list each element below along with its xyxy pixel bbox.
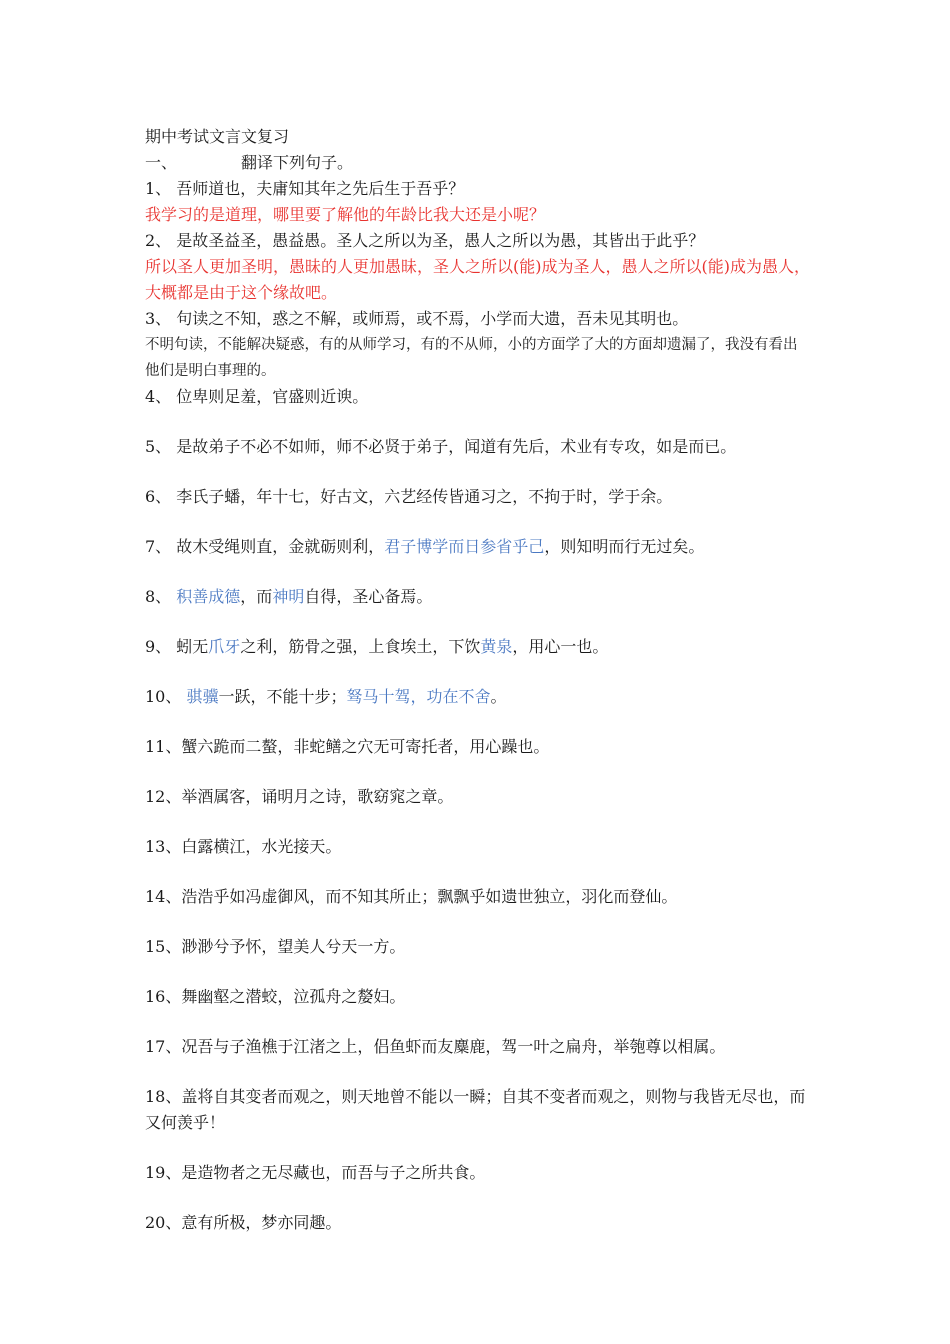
question-text (176, 637, 608, 656)
question-text: 举酒属客，诵明月之诗，歌窈窕之章。 (181, 787, 454, 806)
question-text: 浩浩乎如冯虚御风，而不知其所止；飘飘乎如遗世独立，羽化而登仙。 (181, 887, 678, 906)
question-number: 12、 (145, 787, 182, 806)
question-number: 4、 (145, 387, 172, 406)
question-text: 蟹六跪而二螯，非蛇鳝之穴无可寄托者，用心躁也。 (181, 737, 550, 756)
question-15 (145, 934, 815, 960)
question-number: 14、 (145, 887, 182, 906)
question-number: 18、 (145, 1087, 182, 1106)
answer-1: 我学习的是道理，哪里要了解他的年龄比我大还是小呢？ (145, 205, 546, 224)
question-number: 11、 (145, 737, 182, 756)
question-5 (145, 434, 815, 460)
section-label: 翻译下列句子。 (241, 153, 354, 172)
question-6 (145, 484, 815, 510)
text-segment: 之利，筋骨之强，上食埃土，下饮 (240, 637, 481, 656)
section-number: 一、 (145, 153, 178, 172)
question-text: 是故弟子不必不如师，师不必贤于弟子，闻道有先后，术业有专攻，如是而已。 (176, 437, 737, 456)
question-17 (145, 1034, 815, 1060)
highlighted-phrase: 骐骥 (186, 687, 219, 706)
question-16 (145, 984, 815, 1010)
highlighted-phrase: 黄泉 (480, 637, 513, 656)
text-segment: 故木受绳则直，金就砺则利， (176, 537, 385, 556)
question-number: 3、 (145, 309, 172, 328)
question-number: 8、 (145, 587, 172, 606)
document-body (145, 124, 815, 1236)
question-text (186, 687, 506, 706)
question-number: 9、 (145, 637, 172, 656)
text-segment: 自得，圣心备焉。 (304, 587, 433, 606)
text-segment: 一跃，不能十步； (218, 687, 347, 706)
question-20 (145, 1210, 815, 1236)
question-14 (145, 884, 815, 910)
text-segment: 。 (490, 687, 507, 706)
question-number: 16、 (145, 987, 182, 1006)
highlighted-phrase: 积善成德 (176, 587, 241, 606)
question-number: 10、 (145, 687, 182, 706)
doc-title: 期中考试文言文复习 (145, 127, 290, 146)
question-10 (145, 684, 815, 710)
answer-3: 不明句读，不能解决疑惑，有的从师学习，有的不从师，小的方面学了大的方面却遗漏了，我没有看出他们是明白事理的。 (145, 337, 798, 379)
highlighted-phrase: 功在不舍 (426, 687, 491, 706)
question-text: 渺渺兮予怀，望美人兮天一方。 (181, 937, 406, 956)
question-number: 13、 (145, 837, 182, 856)
text-segment: ，而 (240, 587, 273, 606)
question-text: 意有所极，梦亦同趣。 (181, 1213, 342, 1232)
section-heading (145, 150, 815, 176)
text-segment: 蚓无 (176, 637, 209, 656)
question-number: 15、 (145, 937, 182, 956)
question-7 (145, 534, 815, 560)
question-text: 况吾与子渔樵于江渚之上，侣鱼虾而友麋鹿，驾一叶之扁舟，举匏尊以相属。 (181, 1037, 726, 1056)
question-text: 吾师道也，夫庸知其年之先后生于吾乎？ (176, 179, 465, 198)
question-text: 位卑则足羞，官盛则近谀。 (176, 387, 369, 406)
text-segment: ，则知明而行无过矣。 (544, 537, 705, 556)
question-number: 17、 (145, 1037, 182, 1056)
question-number: 5、 (145, 437, 172, 456)
question-text: 是造物者之无尽藏也，而吾与子之所共食。 (181, 1163, 486, 1182)
highlighted-phrase: 爪牙 (208, 637, 241, 656)
question-text (176, 587, 432, 606)
text-segment: ，用心一也。 (512, 637, 609, 656)
question-number: 2、 (145, 231, 172, 250)
question-1 (145, 176, 815, 202)
question-11 (145, 734, 815, 760)
highlighted-phrase: 神明 (272, 587, 305, 606)
question-3 (145, 306, 815, 332)
question-4 (145, 384, 815, 410)
question-text: 舞幽壑之潜蛟，泣孤舟之嫠妇。 (181, 987, 406, 1006)
highlighted-phrase: 驽马十驾 (346, 687, 411, 706)
question-number: 1、 (145, 179, 172, 198)
question-text: 盖将自其变者而观之，则天地曾不能以一瞬；自其不变者而观之，则物与我皆无尽也，而又何羡乎！ (145, 1087, 806, 1132)
question-19 (145, 1160, 815, 1186)
question-8 (145, 584, 815, 610)
question-2 (145, 228, 815, 254)
question-number: 19、 (145, 1163, 182, 1182)
question-number: 20、 (145, 1213, 182, 1232)
question-number: 6、 (145, 487, 172, 506)
question-text: 是故圣益圣，愚益愚。圣人之所以为圣，愚人之所以为愚，其皆出于此乎？ (176, 231, 705, 250)
question-text: 句读之不知，惑之不解，或师焉，或不焉，小学而大遗，吾未见其明也。 (176, 309, 689, 328)
answer-2: 所以圣人更加圣明，愚昧的人更加愚昧，圣人之所以(能)成为圣人，愚人之所以(能)成为愚人，大概都是由于这个缘故吧。 (145, 257, 810, 302)
question-9 (145, 634, 815, 660)
question-number: 7、 (145, 537, 172, 556)
question-12 (145, 784, 815, 810)
highlighted-phrase: 君子博学而日参省乎己 (384, 537, 545, 556)
text-segment: ， (410, 687, 427, 706)
question-18 (145, 1084, 810, 1136)
question-text: 白露横江，水光接天。 (181, 837, 342, 856)
question-13 (145, 834, 815, 860)
question-text: 李氏子蟠，年十七，好古文，六艺经传皆通习之，不拘于时，学于余。 (176, 487, 673, 506)
question-text (176, 537, 704, 556)
